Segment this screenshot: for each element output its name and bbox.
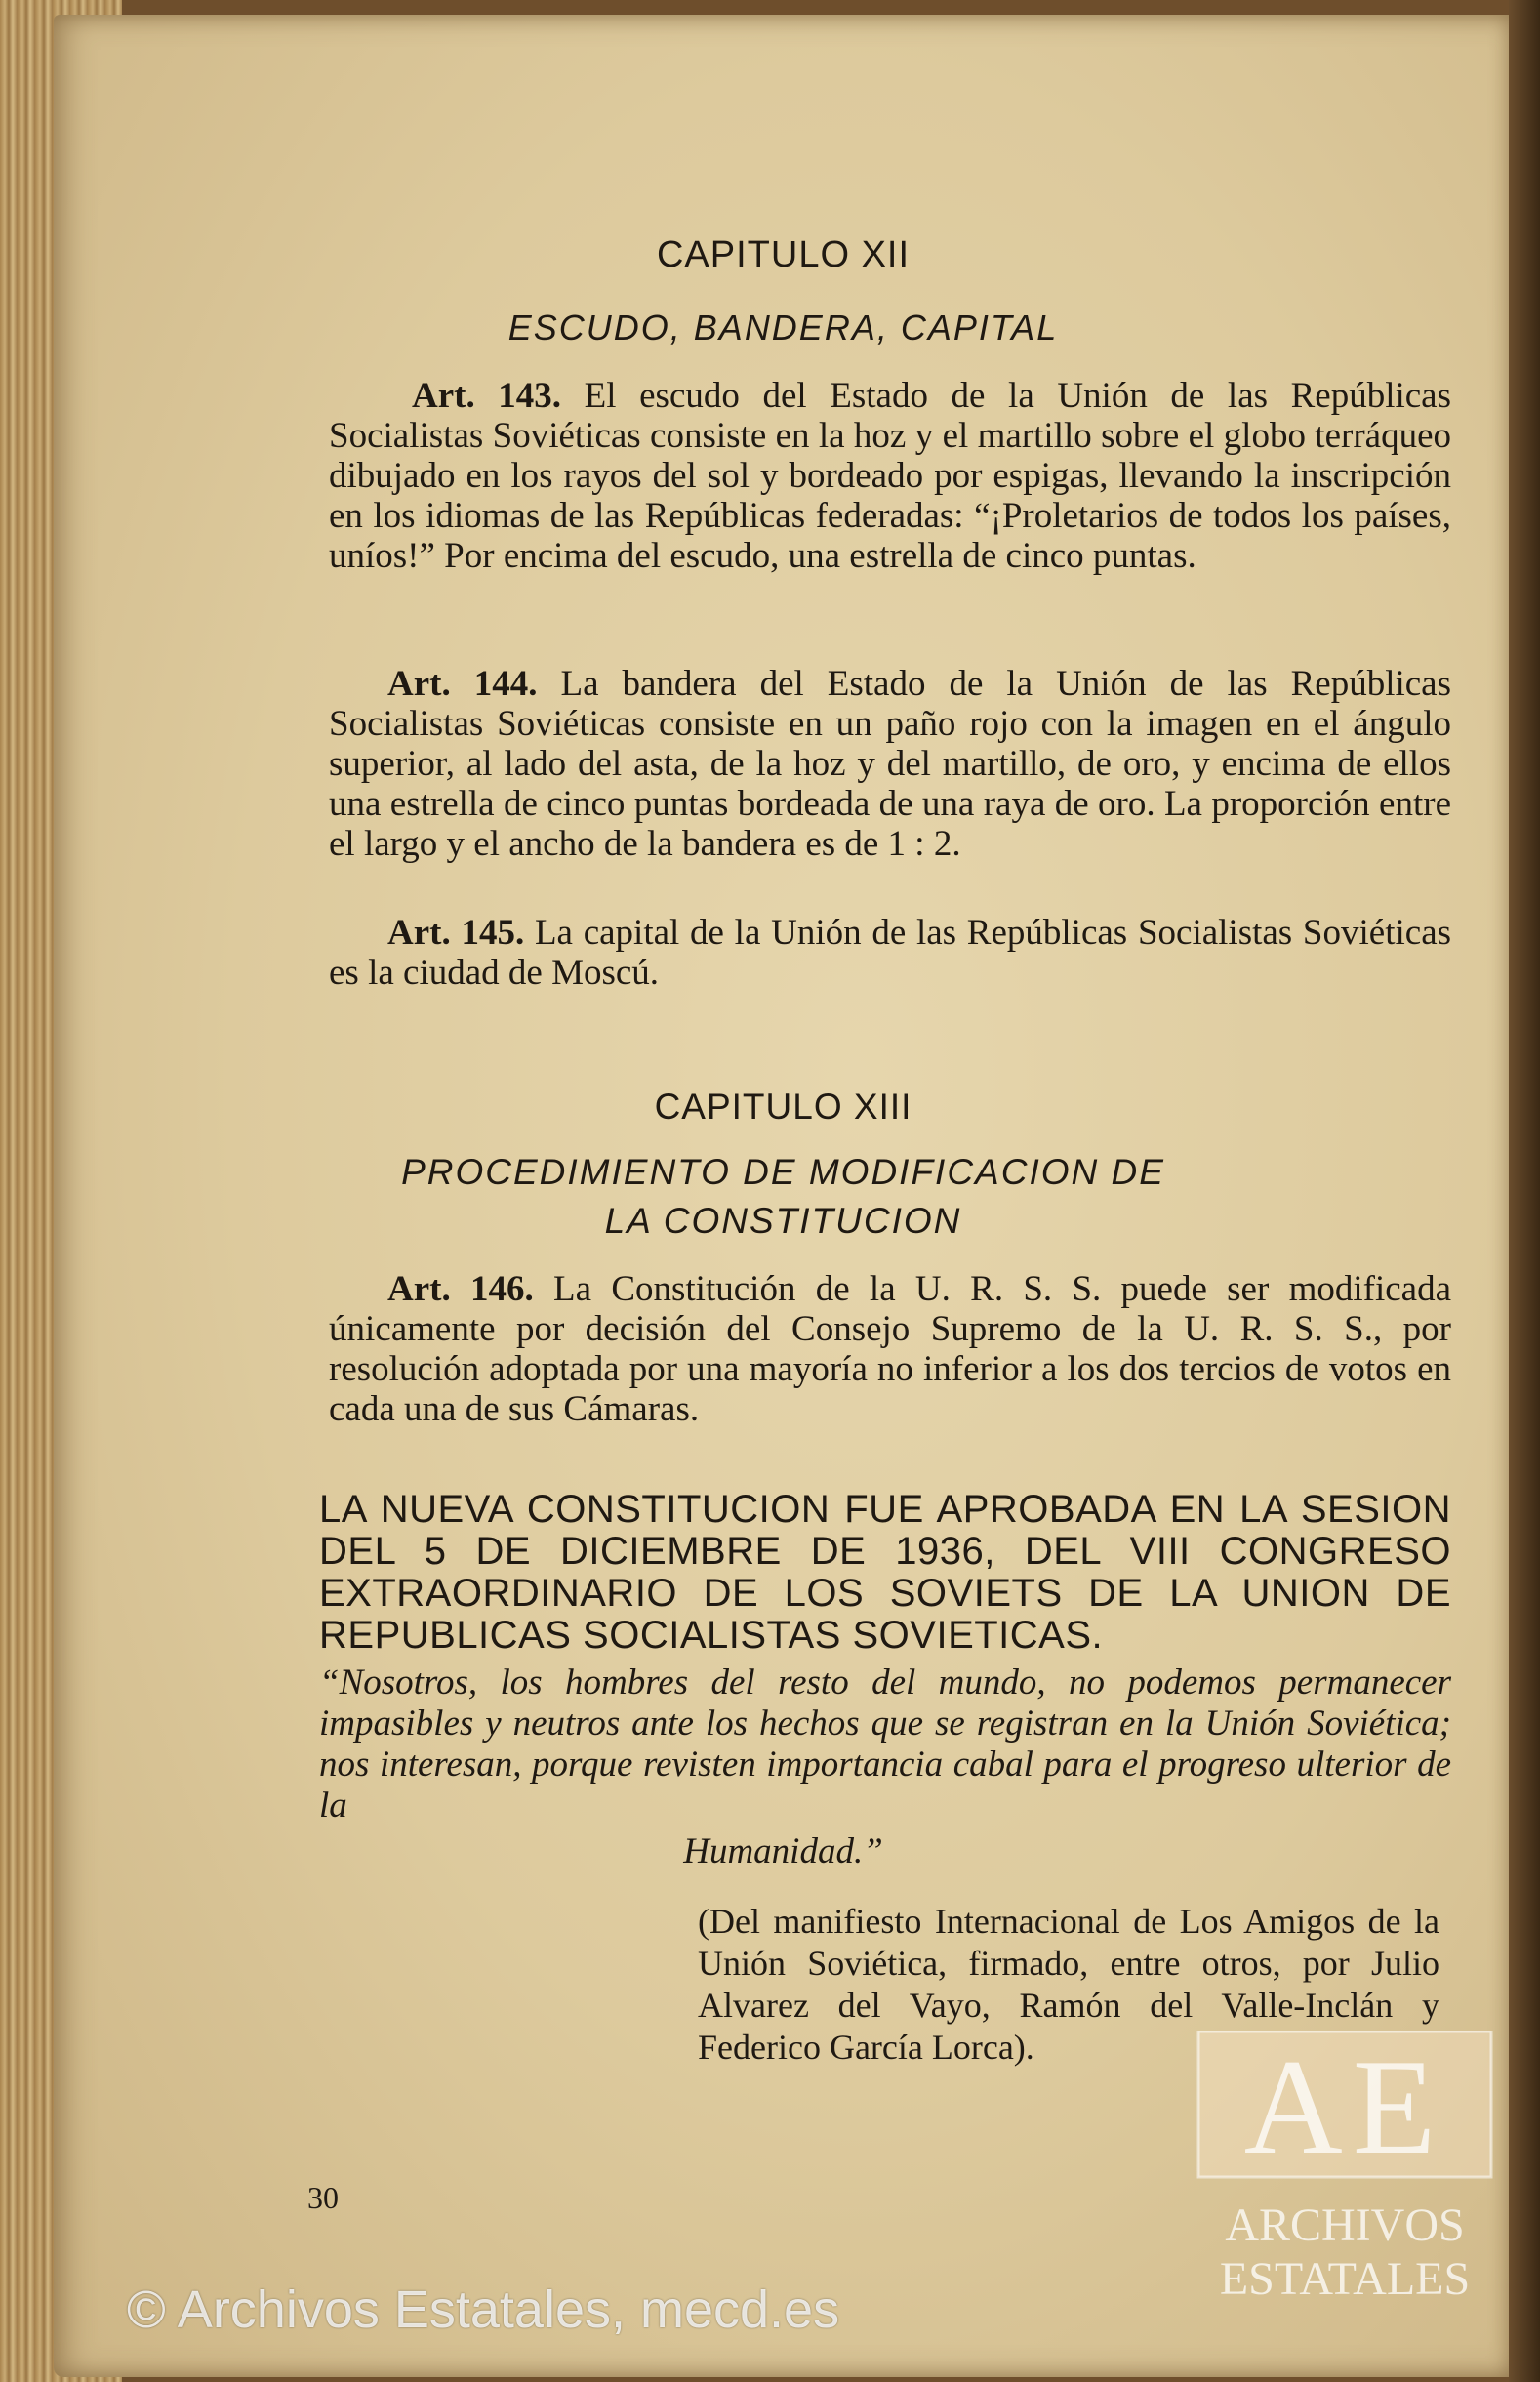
chapter-13-subtitle-line1: PROCEDIMIENTO DE MODIFICACION DE (401, 1152, 1165, 1192)
chapter-13-heading: CAPITULO XIII (654, 1087, 912, 1127)
copyright-watermark: © Archivos Estatales, mecd.es (127, 2280, 840, 2339)
book-page (54, 15, 1513, 2377)
article-145 (329, 913, 1451, 993)
article-146-label: Art. 146. (387, 1269, 534, 1309)
page-number: 30 (307, 2180, 339, 2215)
article-144 (329, 664, 1451, 864)
article-144-label: Art. 144. (387, 664, 538, 704)
article-145-label: Art. 145. (387, 913, 525, 953)
article-145-text: La capital de la Unión de las Repúblicas Socialistas Soviéticas es la ciudad de Moscú. (329, 913, 1452, 993)
logo-line-1: ARCHIVOS (1225, 2199, 1465, 2251)
logo-letters: AE (1243, 2032, 1446, 2183)
chapter-12-subtitle: ESCUDO, BANDERA, CAPITAL (507, 308, 1059, 348)
article-146-text: La Constitución de la U. R. S. S. puede ser modificada únicamente por decisión del Consejo Supremo de la U. R. S. S., por resolución adoptada por una mayoría no inferior a los dos tercios de votos en cada una de sus Cámaras. (329, 1269, 1452, 1429)
article-143 (329, 376, 1451, 576)
article-146 (329, 1269, 1451, 1429)
manifesto-quote-end: Humanidad.” (683, 1831, 883, 1871)
article-143-text: El escudo del Estado de la Unión de las Repúblicas Socialistas Soviéticas consiste en la hoz y el martillo sobre el globo terráqueo dibujado en los rayos del sol y bordeado por espigas, llevando la inscripción en los idiomas de las Repúblicas federadas: “¡Proletarios de todos los países, uníos!” Por encima del escudo, una estrella de cinco puntas. (329, 376, 1452, 576)
book-spine-shadow (1509, 0, 1540, 2382)
approval-note: LA NUEVA CONSTITUCION FUE APROBADA EN LA SESION DEL 5 DE DICIEMBRE DE 1936, DEL VIII CONGRESO EXTRAORDINARIO DE LOS SOVIETS DE LA UNION DE REPUBLICAS SOCIALISTAS SOVIETICAS. (319, 1488, 1451, 1657)
article-143-label: Art. 143. (412, 376, 562, 416)
manifesto-quote: “Nosotros, los hombres del resto del mundo, no podemos permanecer impasibles y neutros ante los hechos que se registran en la Unión Soviética; nos interesan, porque revisten importancia cabal para el progreso ulterior de la (319, 1663, 1451, 1826)
chapter-12-heading: CAPITULO XII (656, 234, 911, 275)
logo-line-2: ESTATALES (1219, 2253, 1471, 2305)
article-144-text: La bandera del Estado de la Unión de las Repúblicas Socialistas Soviéticas consiste en un paño rojo con la imagen en el ángulo superior, al lado del asta, de la hoz y del martillo, de oro, y encima de ellos una estrella de cinco puntas bordeada de una raya de oro. La proporción entre el largo y el ancho de la bandera es de 1 : 2. (329, 664, 1451, 864)
manifesto-attribution: (Del manifiesto Internacional de Los Amigos de la Unión Soviética, firmado, entre otros, por Julio Alvarez del Vayo, Ramón del Valle-Inclán y Federico García Lorca). (698, 1902, 1439, 2067)
archivos-estatales-logo (1189, 2031, 1501, 2314)
chapter-13-subtitle-line2: LA CONSTITUCION (604, 1201, 962, 1241)
